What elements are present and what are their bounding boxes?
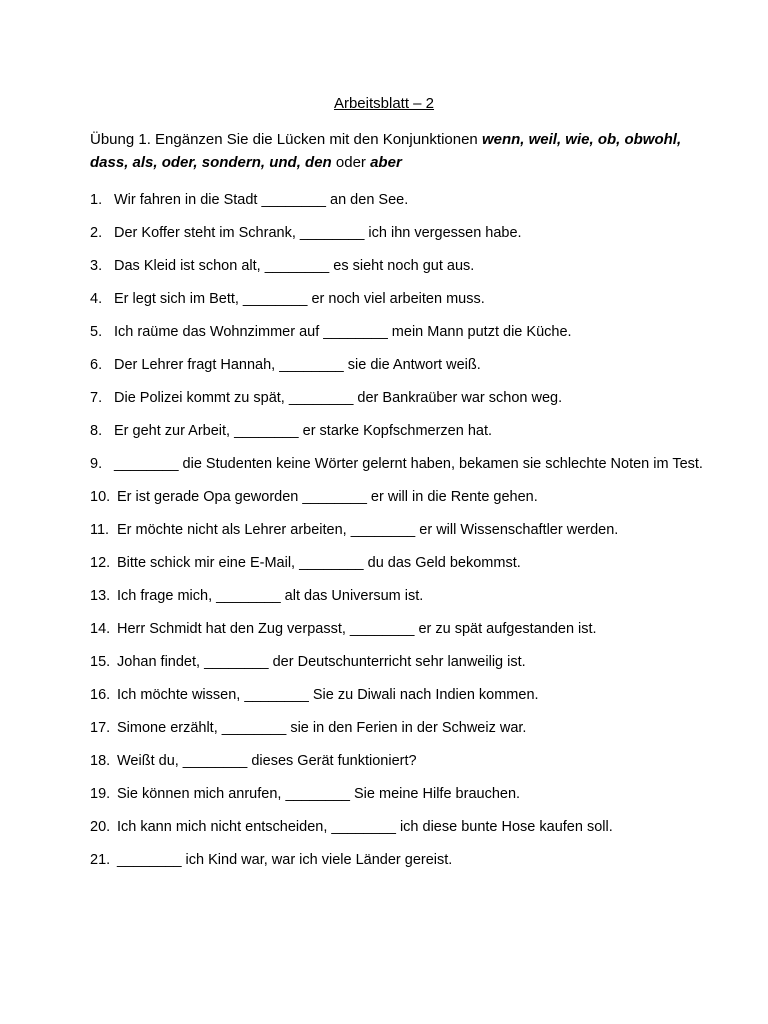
exercise-number: 20. bbox=[90, 819, 111, 835]
exercise-list bbox=[90, 184, 710, 877]
worksheet-title: Arbeitsblatt – 2 bbox=[333, 95, 435, 112]
exercise-item bbox=[90, 250, 710, 283]
exercise-item bbox=[90, 349, 710, 382]
exercise-number: 2. bbox=[90, 225, 103, 241]
exercise-number: 21. bbox=[90, 852, 111, 868]
instruction-prefix: Übung 1. Engänzen Sie die Lücken mit den Konjunktionen bbox=[90, 131, 482, 148]
exercise-item bbox=[90, 217, 710, 250]
exercise-item bbox=[90, 778, 710, 811]
instruction-connector: oder bbox=[331, 154, 371, 171]
exercise-text: Die Polizei kommt zu spät, ________ der Bankraüber war schon weg. bbox=[114, 390, 563, 406]
exercise-number: 12. bbox=[90, 555, 111, 571]
exercise-number: 16. bbox=[90, 687, 111, 703]
exercise-item bbox=[90, 415, 710, 448]
exercise-number: 6. bbox=[90, 357, 103, 373]
exercise-item bbox=[90, 184, 710, 217]
exercise-number: 5. bbox=[90, 324, 103, 340]
exercise-text: Er ist gerade Opa geworden ________ er will in die Rente gehen. bbox=[117, 489, 538, 505]
exercise-number: 11. bbox=[90, 522, 110, 538]
exercise-item bbox=[90, 547, 710, 580]
exercise-text: Ich kann mich nicht entscheiden, ________ ich diese bunte Hose kaufen soll. bbox=[117, 819, 613, 835]
exercise-text: Der Koffer steht im Schrank, ________ ich ihn vergessen habe. bbox=[114, 225, 522, 241]
exercise-text: Bitte schick mir eine E-Mail, ________ du das Geld bekommst. bbox=[117, 555, 521, 571]
instruction-keywords: wenn, weil, wie, ob, obwohl, dass, als, oder, sondern, und, den bbox=[90, 131, 682, 171]
exercise-text: Ich möchte wissen, ________ Sie zu Diwali nach Indien kommen. bbox=[117, 687, 539, 703]
exercise-item bbox=[90, 844, 710, 877]
exercise-number: 15. bbox=[90, 654, 111, 670]
exercise-text: Ich raüme das Wohnzimmer auf ________ mein Mann putzt die Küche. bbox=[114, 324, 572, 340]
exercise-number: 18. bbox=[90, 753, 111, 769]
exercise-item bbox=[90, 514, 710, 547]
exercise-item bbox=[90, 283, 710, 316]
exercise-item bbox=[90, 316, 710, 349]
exercise-item bbox=[90, 679, 710, 712]
exercise-item bbox=[90, 448, 710, 481]
exercise-item bbox=[90, 646, 710, 679]
exercise-text: Sie können mich anrufen, ________ Sie meine Hilfe brauchen. bbox=[117, 786, 521, 802]
exercise-text: ________ ich Kind war, war ich viele Länder gereist. bbox=[117, 852, 453, 868]
exercise-text: Simone erzählt, ________ sie in den Ferien in der Schweiz war. bbox=[117, 720, 527, 736]
exercise-text: ________ die Studenten keine Wörter gelernt haben, bekamen sie schlechte Noten im Test. bbox=[114, 456, 703, 472]
exercise-text: Ich frage mich, ________ alt das Universum ist. bbox=[117, 588, 424, 604]
exercise-text: Wir fahren in die Stadt ________ an den See. bbox=[114, 192, 409, 208]
exercise-text: Weißt du, ________ dieses Gerät funktioniert? bbox=[117, 753, 417, 769]
exercise-number: 10. bbox=[90, 489, 111, 505]
exercise-number: 17. bbox=[90, 720, 111, 736]
exercise-number: 7. bbox=[90, 390, 103, 406]
exercise-item bbox=[90, 613, 710, 646]
exercise-number: 3. bbox=[90, 258, 103, 274]
exercise-text: Herr Schmidt hat den Zug verpasst, ________ er zu spät aufgestanden ist. bbox=[117, 621, 597, 637]
exercise-text: Das Kleid ist schon alt, ________ es sieht noch gut aus. bbox=[114, 258, 475, 274]
exercise-item bbox=[90, 712, 710, 745]
instruction-last-keyword: aber bbox=[370, 154, 402, 171]
exercise-number: 9. bbox=[90, 456, 103, 472]
exercise-text: Der Lehrer fragt Hannah, ________ sie die Antwort weiß. bbox=[114, 357, 481, 373]
exercise-number: 14. bbox=[90, 621, 111, 637]
exercise-number: 1. bbox=[90, 192, 103, 208]
exercise-item bbox=[90, 745, 710, 778]
exercise-item bbox=[90, 481, 710, 514]
exercise-item bbox=[90, 382, 710, 415]
exercise-text: Er möchte nicht als Lehrer arbeiten, ________ er will Wissenschaftler werden. bbox=[117, 522, 619, 538]
exercise-number: 4. bbox=[90, 291, 103, 307]
exercise-item bbox=[90, 811, 710, 844]
exercise-item bbox=[90, 580, 710, 613]
exercise-number: 13. bbox=[90, 588, 111, 604]
exercise-text: Er geht zur Arbeit, ________ er starke Kopfschmerzen hat. bbox=[114, 423, 493, 439]
exercise-text: Johan findet, ________ der Deutschunterricht sehr lanweilig ist. bbox=[117, 654, 526, 670]
exercise-number: 8. bbox=[90, 423, 103, 439]
exercise-instruction bbox=[90, 128, 690, 174]
exercise-number: 19. bbox=[90, 786, 111, 802]
exercise-text: Er legt sich im Bett, ________ er noch viel arbeiten muss. bbox=[114, 291, 485, 307]
